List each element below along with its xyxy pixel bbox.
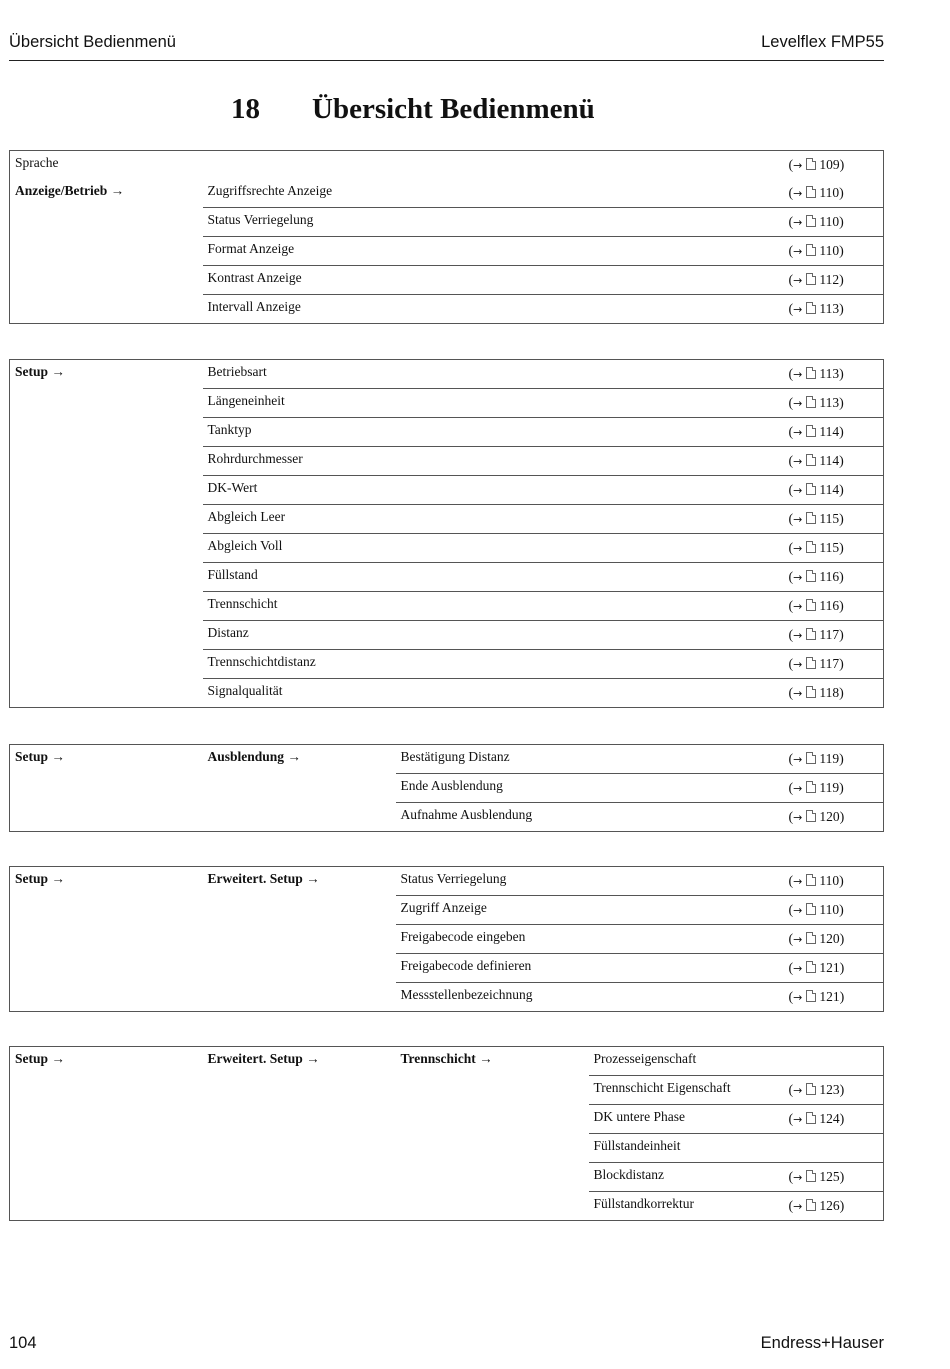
page-reference[interactable]: (→ 110) xyxy=(784,179,884,208)
page-reference[interactable]: (→ 113) xyxy=(784,360,884,389)
arrow-icon: → xyxy=(793,273,803,287)
page-icon xyxy=(806,158,816,170)
menu-path-segment: Trennschicht → xyxy=(400,1051,493,1066)
arrow-icon: → xyxy=(793,1112,803,1126)
page-icon xyxy=(806,1170,816,1182)
menu-item-label: Füllstand xyxy=(203,563,784,592)
page-reference[interactable]: (→ 114) xyxy=(784,476,884,505)
page-reference[interactable]: (→ 123) xyxy=(784,1076,884,1105)
arrow-icon: → xyxy=(793,244,803,258)
menu-item-label: Abgleich Leer xyxy=(203,505,784,534)
page-reference[interactable]: (→ 110) xyxy=(784,208,884,237)
menu-item-label: Status Verriegelung xyxy=(203,208,784,237)
page-icon xyxy=(806,244,816,256)
page-icon xyxy=(806,512,816,524)
page-icon xyxy=(806,1083,816,1095)
menu-path-segment: Setup → xyxy=(15,871,65,886)
page-icon xyxy=(806,302,816,314)
menu-item-label: Zugriffsrechte Anzeige xyxy=(203,179,784,208)
page-reference[interactable]: (→ 117) xyxy=(784,621,884,650)
arrow-icon: → xyxy=(793,158,803,172)
page-reference[interactable]: (→ 121) xyxy=(784,954,884,983)
arrow-icon: → xyxy=(793,752,803,766)
page-footer xyxy=(9,1334,884,1353)
page-icon xyxy=(806,396,816,408)
page-reference[interactable]: (→ 110) xyxy=(784,896,884,925)
header-product-name: Levelflex FMP55 xyxy=(761,33,884,51)
page-number: 104 xyxy=(9,1334,37,1352)
arrow-icon: → xyxy=(793,396,803,410)
menu-path-segment: Setup → xyxy=(15,1051,65,1066)
table-row xyxy=(10,360,884,389)
menu-item-label: Rohrdurchmesser xyxy=(203,447,784,476)
menu-item-label: Kontrast Anzeige xyxy=(203,266,784,295)
page-icon xyxy=(806,628,816,640)
menu-item-label: Aufnahme Ausblendung xyxy=(400,807,533,822)
page-icon xyxy=(806,215,816,227)
page-reference[interactable]: (→ 124) xyxy=(784,1105,884,1134)
arrow-icon: → xyxy=(793,810,803,824)
page-icon xyxy=(806,599,816,611)
chapter-number: 18 xyxy=(231,93,260,125)
page-icon xyxy=(806,903,816,915)
menu-path-segment: Setup → xyxy=(15,364,65,379)
menu-item-label: Füllstandeinheit xyxy=(589,1134,784,1163)
arrow-icon: → xyxy=(793,961,803,975)
menu-path-segment: Anzeige/Betrieb → xyxy=(15,183,125,198)
arrow-icon: → xyxy=(793,367,803,381)
menu-item-label: Freigabecode definieren xyxy=(396,954,784,983)
table-row xyxy=(10,745,884,774)
page-icon xyxy=(806,932,816,944)
arrow-icon: → xyxy=(793,454,803,468)
menu-item-label: Trennschicht Eigenschaft xyxy=(589,1076,784,1105)
menu-item-label: DK untere Phase xyxy=(589,1105,784,1134)
page-icon xyxy=(806,874,816,886)
page-reference[interactable]: (→ 120) xyxy=(788,808,845,825)
menu-item-label: Abgleich Voll xyxy=(203,534,784,563)
arrow-icon: → xyxy=(793,657,803,671)
menu-item-label: DK-Wert xyxy=(203,476,784,505)
page-icon xyxy=(806,454,816,466)
arrow-icon: → xyxy=(793,781,803,795)
arrow-icon: → xyxy=(793,186,803,200)
page-reference[interactable]: (→ 115) xyxy=(784,534,884,563)
menu-item-label: Messstellenbezeichnung xyxy=(400,987,533,1002)
page-reference[interactable]: (→ 119) xyxy=(784,774,884,803)
arrow-icon: → xyxy=(793,512,803,526)
menu-item-label: Format Anzeige xyxy=(203,237,784,266)
menu-path-segment: Erweitert. Setup → xyxy=(207,1051,320,1066)
page-icon xyxy=(806,367,816,379)
menu-item-label: Trennschicht xyxy=(203,592,784,621)
menu-table-ausblendung xyxy=(9,744,884,832)
chapter-title xyxy=(231,93,595,126)
page-icon xyxy=(806,483,816,495)
table-row xyxy=(10,867,884,896)
page-reference[interactable]: (→ 114) xyxy=(784,418,884,447)
page-icon xyxy=(806,1199,816,1211)
menu-item-label: Intervall Anzeige xyxy=(207,299,301,314)
arrow-icon: → xyxy=(793,425,803,439)
page-reference[interactable]: (→ 119) xyxy=(784,745,884,774)
menu-item-label: Ende Ausblendung xyxy=(396,774,784,803)
page-reference xyxy=(784,1047,884,1076)
menu-item-label: Längeneinheit xyxy=(203,389,784,418)
arrow-icon: → xyxy=(793,215,803,229)
page-header xyxy=(9,30,884,61)
table-row xyxy=(10,1047,884,1076)
menu-table-trennschicht xyxy=(9,1046,884,1221)
arrow-icon: → xyxy=(793,1170,803,1184)
brand-name: Endress+Hauser xyxy=(760,1334,884,1352)
header-section-title: Übersicht Bedienmenü xyxy=(9,33,176,51)
page-icon xyxy=(806,273,816,285)
menu-item-label: Distanz xyxy=(203,621,784,650)
arrow-icon: → xyxy=(793,874,803,888)
page-reference xyxy=(784,1134,884,1163)
menu-table-anzeige xyxy=(9,150,884,324)
page-icon xyxy=(806,686,816,698)
page-icon xyxy=(806,570,816,582)
page-icon xyxy=(806,1112,816,1124)
page-reference[interactable]: (→ 113) xyxy=(784,389,884,418)
menu-item-label: Bestätigung Distanz xyxy=(396,745,784,774)
page-reference[interactable]: (→ 116) xyxy=(784,592,884,621)
page-reference[interactable]: (→ 110) xyxy=(784,867,884,896)
menu-path-segment: Ausblendung → xyxy=(207,749,301,764)
page-reference[interactable]: (→ 114) xyxy=(784,447,884,476)
page-reference[interactable]: (→ 113) xyxy=(788,300,844,317)
menu-table-setup xyxy=(9,359,884,708)
page-reference[interactable]: (→ 115) xyxy=(784,505,884,534)
menu-path-segment: Erweitert. Setup → xyxy=(207,871,320,886)
page-reference[interactable]: (→ 112) xyxy=(784,266,884,295)
page-reference[interactable]: (→ 125) xyxy=(784,1163,884,1192)
arrow-icon: → xyxy=(793,903,803,917)
page-icon xyxy=(806,810,816,822)
table-row xyxy=(10,179,884,208)
page-icon xyxy=(806,961,816,973)
arrow-icon: → xyxy=(793,990,803,1004)
menu-item-label: Blockdistanz xyxy=(589,1163,784,1192)
menu-item-label: Freigabecode eingeben xyxy=(396,925,784,954)
page-reference[interactable]: (→ 126) xyxy=(788,1197,845,1214)
menu-item-label: Prozesseigenschaft xyxy=(589,1047,784,1076)
page-icon xyxy=(806,781,816,793)
menu-table-erweitert xyxy=(9,866,884,1012)
arrow-icon: → xyxy=(793,541,803,555)
page-reference[interactable]: (→ 117) xyxy=(784,650,884,679)
menu-item-label: Tanktyp xyxy=(203,418,784,447)
menu-item-label: Betriebsart xyxy=(203,360,784,389)
arrow-icon: → xyxy=(793,570,803,584)
arrow-icon: → xyxy=(793,483,803,497)
menu-item-label: Status Verriegelung xyxy=(396,867,784,896)
page-icon xyxy=(806,990,816,1002)
page-reference[interactable]: (→ 121) xyxy=(788,988,845,1005)
menu-item-label: Signalqualität xyxy=(207,683,283,698)
page-icon xyxy=(806,752,816,764)
chapter-title-text: Übersicht Bedienmenü xyxy=(312,93,595,125)
page-reference[interactable]: (→ 116) xyxy=(784,563,884,592)
menu-path-segment: Setup → xyxy=(15,749,65,764)
page-reference[interactable]: (→ 118) xyxy=(788,684,844,701)
menu-item-label: Trennschichtdistanz xyxy=(203,650,784,679)
arrow-icon: → xyxy=(793,1083,803,1097)
page-icon xyxy=(806,657,816,669)
page-icon xyxy=(806,186,816,198)
page-icon xyxy=(806,541,816,553)
arrow-icon: → xyxy=(793,1199,803,1213)
arrow-icon: → xyxy=(793,686,803,700)
menu-item-label: Sprache xyxy=(15,155,59,170)
arrow-icon: → xyxy=(793,932,803,946)
arrow-icon: → xyxy=(793,302,803,316)
page-reference[interactable]: (→ 120) xyxy=(784,925,884,954)
page-icon xyxy=(806,425,816,437)
page-reference[interactable]: (→ 110) xyxy=(784,237,884,266)
table-row xyxy=(10,151,884,180)
arrow-icon: → xyxy=(793,599,803,613)
menu-item-label: Füllstandkorrektur xyxy=(593,1196,694,1211)
menu-item-label: Zugriff Anzeige xyxy=(396,896,784,925)
arrow-icon: → xyxy=(793,628,803,642)
page-reference[interactable]: (→ 109) xyxy=(788,156,845,173)
